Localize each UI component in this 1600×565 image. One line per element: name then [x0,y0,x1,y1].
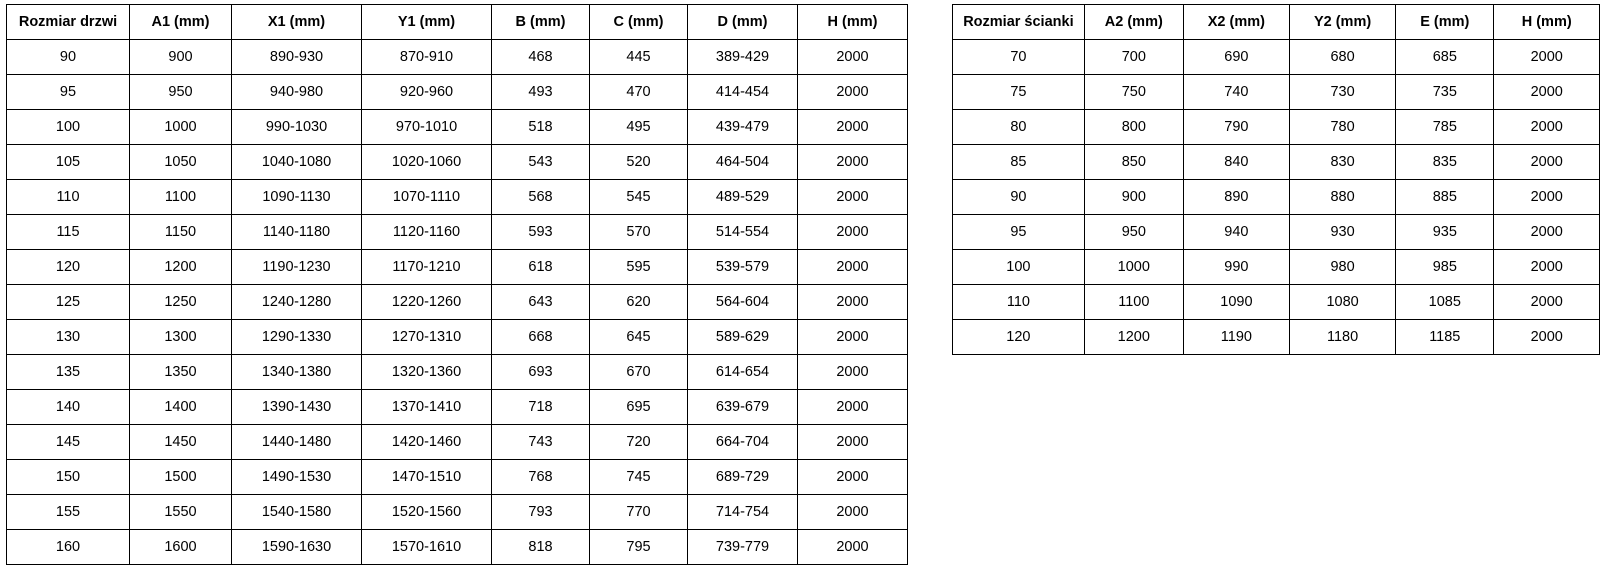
table-row [7,390,908,425]
table-cell: 120 [7,250,130,285]
table-cell: 1340-1380 [232,355,362,390]
table-row [953,180,1600,215]
table-cell: 664-704 [688,425,798,460]
table-cell: 740 [1183,75,1289,110]
column-header-a1: A1 (mm) [130,5,232,40]
table-cell: 543 [492,145,590,180]
table-cell: 564-604 [688,285,798,320]
table-cell: 1200 [1084,320,1183,355]
table-cell: 718 [492,390,590,425]
table-cell: 130 [7,320,130,355]
walls-table-body [953,40,1600,355]
column-header-d: D (mm) [688,5,798,40]
table-cell: 1120-1160 [362,215,492,250]
table-cell: 768 [492,460,590,495]
table-cell: 970-1010 [362,110,492,145]
table-cell: 593 [492,215,590,250]
table-row [953,40,1600,75]
table-cell: 520 [590,145,688,180]
table-row [7,460,908,495]
table-cell: 1590-1630 [232,530,362,565]
table-cell: 2000 [798,110,908,145]
table-row [7,425,908,460]
column-header-rozmiar-drzwi: Rozmiar drzwi [7,5,130,40]
column-header-b: B (mm) [492,5,590,40]
table-cell: 2000 [1494,250,1600,285]
table-cell: 940 [1183,215,1289,250]
table-cell: 680 [1289,40,1395,75]
table-cell: 439-479 [688,110,798,145]
table-row [953,250,1600,285]
table-cell: 1600 [130,530,232,565]
table-cell: 880 [1289,180,1395,215]
table-cell: 1000 [1084,250,1183,285]
table-cell: 700 [1084,40,1183,75]
table-cell: 1070-1110 [362,180,492,215]
table-cell: 489-529 [688,180,798,215]
table-cell: 1400 [130,390,232,425]
table-row [953,145,1600,180]
table-cell: 2000 [1494,110,1600,145]
column-header-x1: X1 (mm) [232,5,362,40]
table-cell: 930 [1289,215,1395,250]
table-cell: 1190-1230 [232,250,362,285]
table-cell: 470 [590,75,688,110]
table-cell: 135 [7,355,130,390]
table-cell: 2000 [1494,40,1600,75]
table-cell: 1570-1610 [362,530,492,565]
table-cell: 850 [1084,145,1183,180]
table-cell: 735 [1396,75,1494,110]
table-cell: 1440-1480 [232,425,362,460]
table-cell: 2000 [1494,75,1600,110]
table-cell: 120 [953,320,1085,355]
table-cell: 990-1030 [232,110,362,145]
table-cell: 464-504 [688,145,798,180]
doors-table-head [7,5,908,40]
table-cell: 75 [953,75,1085,110]
table-cell: 1150 [130,215,232,250]
table-cell: 2000 [798,250,908,285]
table-cell: 689-729 [688,460,798,495]
table-cell: 1100 [1084,285,1183,320]
table-cell: 145 [7,425,130,460]
table-cell: 1100 [130,180,232,215]
table-cell: 105 [7,145,130,180]
table-cell: 1550 [130,495,232,530]
table-cell: 985 [1396,250,1494,285]
walls-table-head [953,5,1600,40]
table-cell: 495 [590,110,688,145]
table-cell: 890-930 [232,40,362,75]
table-cell: 468 [492,40,590,75]
table-cell: 795 [590,530,688,565]
table-cell: 1085 [1396,285,1494,320]
table-cell: 1190 [1183,320,1289,355]
table-cell: 780 [1289,110,1395,145]
walls-dimensions-table [952,4,1600,355]
table-cell: 1200 [130,250,232,285]
table-row [953,110,1600,145]
table-cell: 2000 [1494,320,1600,355]
table-cell: 645 [590,320,688,355]
table-cell: 2000 [798,530,908,565]
table-cell: 890 [1183,180,1289,215]
table-cell: 2000 [1494,285,1600,320]
table-cell: 614-654 [688,355,798,390]
table-cell: 140 [7,390,130,425]
table-cell: 125 [7,285,130,320]
table-cell: 690 [1183,40,1289,75]
table-cell: 2000 [798,40,908,75]
table-cell: 1000 [130,110,232,145]
table-cell: 745 [590,460,688,495]
table-cell: 980 [1289,250,1395,285]
table-header-row [953,5,1600,40]
table-cell: 743 [492,425,590,460]
table-cell: 518 [492,110,590,145]
column-header-a2: A2 (mm) [1084,5,1183,40]
table-cell: 1300 [130,320,232,355]
table-cell: 2000 [1494,145,1600,180]
table-cell: 90 [953,180,1085,215]
doors-dimensions-table-container [6,4,908,565]
table-cell: 2000 [798,425,908,460]
table-cell: 685 [1396,40,1494,75]
table-cell: 2000 [798,145,908,180]
table-cell: 1370-1410 [362,390,492,425]
column-header-y1: Y1 (mm) [362,5,492,40]
table-cell: 150 [7,460,130,495]
table-header-row [7,5,908,40]
table-cell: 100 [953,250,1085,285]
table-cell: 800 [1084,110,1183,145]
table-cell: 1290-1330 [232,320,362,355]
column-header-x2: X2 (mm) [1183,5,1289,40]
table-cell: 618 [492,250,590,285]
table-cell: 568 [492,180,590,215]
table-cell: 589-629 [688,320,798,355]
table-cell: 900 [130,40,232,75]
table-cell: 2000 [1494,215,1600,250]
table-cell: 639-679 [688,390,798,425]
table-cell: 514-554 [688,215,798,250]
table-cell: 770 [590,495,688,530]
table-row [953,320,1600,355]
table-cell: 90 [7,40,130,75]
table-cell: 785 [1396,110,1494,145]
table-cell: 2000 [798,355,908,390]
table-cell: 1320-1360 [362,355,492,390]
column-header-rozmiar-scianki: Rozmiar ścianki [953,5,1085,40]
table-row [953,75,1600,110]
table-cell: 818 [492,530,590,565]
table-cell: 750 [1084,75,1183,110]
table-row [7,75,908,110]
table-cell: 95 [7,75,130,110]
table-cell: 1270-1310 [362,320,492,355]
doors-dimensions-table [6,4,908,565]
column-header-y2: Y2 (mm) [1289,5,1395,40]
table-cell: 70 [953,40,1085,75]
table-cell: 115 [7,215,130,250]
table-cell: 389-429 [688,40,798,75]
table-cell: 1520-1560 [362,495,492,530]
table-cell: 1250 [130,285,232,320]
table-cell: 1050 [130,145,232,180]
table-cell: 539-579 [688,250,798,285]
table-cell: 110 [7,180,130,215]
table-cell: 668 [492,320,590,355]
column-header-e: E (mm) [1396,5,1494,40]
table-row [7,215,908,250]
table-row [7,145,908,180]
walls-dimensions-table-container [952,4,1600,355]
table-cell: 990 [1183,250,1289,285]
column-header-c: C (mm) [590,5,688,40]
table-row [953,285,1600,320]
table-cell: 1180 [1289,320,1395,355]
table-cell: 80 [953,110,1085,145]
table-cell: 1470-1510 [362,460,492,495]
table-cell: 1420-1460 [362,425,492,460]
table-cell: 1540-1580 [232,495,362,530]
table-cell: 1080 [1289,285,1395,320]
table-row [7,180,908,215]
table-cell: 2000 [798,75,908,110]
table-cell: 493 [492,75,590,110]
table-cell: 2000 [798,215,908,250]
table-cell: 840 [1183,145,1289,180]
table-cell: 1090 [1183,285,1289,320]
table-row [7,495,908,530]
table-cell: 1220-1260 [362,285,492,320]
table-cell: 2000 [798,180,908,215]
table-cell: 695 [590,390,688,425]
table-cell: 670 [590,355,688,390]
table-row [7,355,908,390]
table-row [7,110,908,145]
table-cell: 693 [492,355,590,390]
table-cell: 714-754 [688,495,798,530]
table-cell: 1240-1280 [232,285,362,320]
table-cell: 595 [590,250,688,285]
table-cell: 1490-1530 [232,460,362,495]
table-cell: 545 [590,180,688,215]
table-cell: 935 [1396,215,1494,250]
table-cell: 950 [130,75,232,110]
table-row [7,530,908,565]
table-cell: 2000 [798,285,908,320]
table-cell: 720 [590,425,688,460]
table-row [7,250,908,285]
table-cell: 2000 [1494,180,1600,215]
table-cell: 95 [953,215,1085,250]
table-cell: 2000 [798,320,908,355]
doors-table-body [7,40,908,565]
table-cell: 1500 [130,460,232,495]
table-cell: 160 [7,530,130,565]
column-header-h: H (mm) [798,5,908,40]
table-cell: 620 [590,285,688,320]
table-cell: 793 [492,495,590,530]
column-header-h: H (mm) [1494,5,1600,40]
table-cell: 110 [953,285,1085,320]
table-cell: 1090-1130 [232,180,362,215]
table-cell: 2000 [798,460,908,495]
table-cell: 920-960 [362,75,492,110]
table-cell: 940-980 [232,75,362,110]
table-cell: 1040-1080 [232,145,362,180]
table-cell: 950 [1084,215,1183,250]
table-cell: 730 [1289,75,1395,110]
table-row [7,285,908,320]
table-cell: 155 [7,495,130,530]
table-row [7,40,908,75]
table-cell: 100 [7,110,130,145]
table-cell: 900 [1084,180,1183,215]
table-cell: 445 [590,40,688,75]
table-cell: 414-454 [688,75,798,110]
table-cell: 1350 [130,355,232,390]
table-cell: 85 [953,145,1085,180]
table-cell: 790 [1183,110,1289,145]
table-cell: 835 [1396,145,1494,180]
table-row [7,320,908,355]
table-cell: 1140-1180 [232,215,362,250]
table-cell: 1450 [130,425,232,460]
table-cell: 1185 [1396,320,1494,355]
table-cell: 1390-1430 [232,390,362,425]
table-row [953,215,1600,250]
table-cell: 830 [1289,145,1395,180]
table-cell: 643 [492,285,590,320]
table-cell: 2000 [798,495,908,530]
table-cell: 1020-1060 [362,145,492,180]
table-cell: 570 [590,215,688,250]
table-cell: 870-910 [362,40,492,75]
table-cell: 885 [1396,180,1494,215]
table-cell: 739-779 [688,530,798,565]
table-cell: 1170-1210 [362,250,492,285]
table-cell: 2000 [798,390,908,425]
